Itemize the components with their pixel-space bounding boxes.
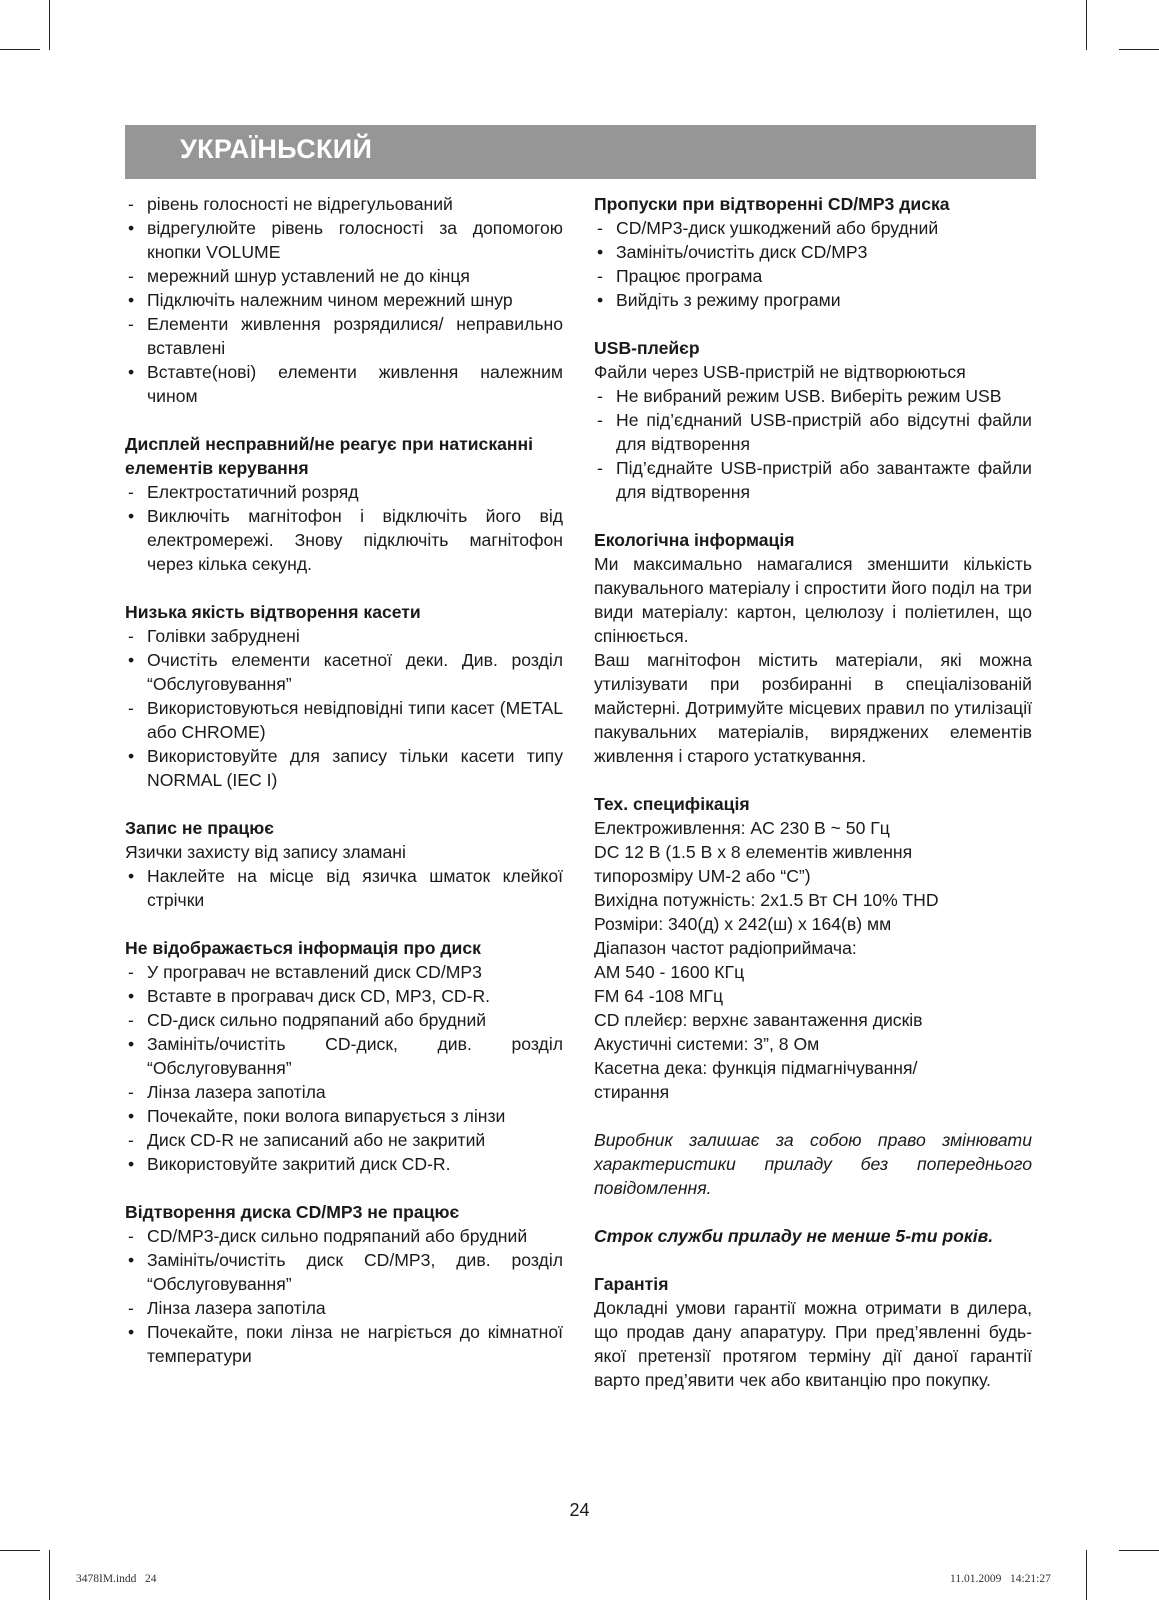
list-marker: - <box>128 1130 134 1150</box>
list-item-text: Замініть/очистіть диск CD/MP3, див. розділ “Обслуговування” <box>147 1250 563 1294</box>
list-item <box>125 1080 563 1104</box>
section-heading: Гарантія <box>594 1274 669 1294</box>
disclaimer-note: Виробник залишає за собою право змінювати характеристики приладу без попереднього повідомлення. <box>594 1130 1032 1198</box>
list-marker: • <box>128 1154 135 1174</box>
list-item-text: Лінза лазера запотіла <box>147 1082 326 1102</box>
crop-mark <box>1119 49 1159 50</box>
spacer <box>594 312 1032 336</box>
list-marker: • <box>128 650 135 670</box>
list-marker: • <box>128 218 135 238</box>
spacer <box>594 1200 1032 1224</box>
spec-line: Розміри: 340(д) x 242(ш) x 164(в) мм <box>594 914 892 934</box>
crop-mark <box>1086 0 1087 50</box>
list-item-text: Вставте(нові) елементи живлення належним чином <box>147 362 563 406</box>
right-column <box>594 192 1032 1392</box>
list-item-text: Почекайте, поки лінза не нагріється до кімнатної температури <box>147 1322 563 1366</box>
list-marker: - <box>128 962 134 982</box>
paragraph: Файли через USB-пристрій не відтворюються <box>594 362 966 382</box>
spacer <box>594 768 1032 792</box>
crop-mark <box>1119 1550 1159 1551</box>
list-item-text: Працює програма <box>616 266 763 286</box>
list-marker: - <box>128 1226 134 1246</box>
list-item <box>125 1224 563 1248</box>
list-item-text: CD-диск сильно подряпаний або брудний <box>147 1010 487 1030</box>
list-marker: - <box>128 194 134 214</box>
list-item-text: Використовуйте для запису тільки касети типу NORMAL (IEC I) <box>147 746 563 790</box>
list-marker: - <box>128 482 134 502</box>
list-item-text: Почекайте, поки волога випарується з лінзи <box>147 1106 506 1126</box>
list-item <box>125 696 563 744</box>
list-item-text: Використовуйте закритий диск CD-R. <box>147 1154 451 1174</box>
list-item <box>125 192 563 216</box>
list-item <box>125 1320 563 1368</box>
list-marker: - <box>128 314 134 334</box>
list-marker: - <box>128 698 134 718</box>
list-marker: • <box>128 986 135 1006</box>
section-heading: Запис не працює <box>125 818 274 838</box>
footer-timestamp: 11.01.2009 14:21:27 <box>950 1573 1051 1585</box>
list-item <box>125 1128 563 1152</box>
list-item <box>125 624 563 648</box>
list-item <box>125 864 563 912</box>
paragraph: Язички захисту від запису зламані <box>125 842 406 862</box>
section-heading: Не відображається інформація про диск <box>125 938 481 958</box>
list-item <box>125 1152 563 1176</box>
list-marker: - <box>128 626 134 646</box>
spacer <box>125 792 563 816</box>
list-item-text: CD/MP3-диск ушкоджений або брудний <box>616 218 939 238</box>
page-number: 24 <box>569 1500 590 1520</box>
spacer <box>594 1104 1032 1128</box>
list-item-text: CD/MP3-диск сильно подряпаний або брудний <box>147 1226 528 1246</box>
list-item <box>125 648 563 696</box>
spec-line: Вихідна потужність: 2x1.5 Вт CH 10% THD <box>594 890 939 910</box>
list-item-text: Виключіть магнітофон і відключіть його від електромережі. Знову підключіть магнітофон через кілька секунд. <box>147 506 563 574</box>
paragraph: Ми максимально намагалися зменшити кількість пакувального матеріалу і спростити його поділ на три види матеріалу: картон, целюлозу і поліетилен, що спінюється. <box>594 554 1032 646</box>
list-item-text: Замініть/очистіть диск CD/MP3 <box>616 242 868 262</box>
list-item-text: мережний шнур уставлений не до кінця <box>147 266 470 286</box>
list-marker: • <box>597 242 604 262</box>
list-item <box>125 1248 563 1296</box>
section-heading: Тех. специфікація <box>594 794 750 814</box>
crop-mark <box>49 1550 50 1600</box>
list-item <box>125 216 563 264</box>
list-item-text: Не вибраний режим USB. Виберіть режим USB <box>616 386 1002 406</box>
list-item <box>125 288 563 312</box>
section-heading: Низька якість відтворення касети <box>125 602 421 622</box>
spacer <box>594 504 1032 528</box>
list-item <box>125 960 563 984</box>
spacer <box>594 1248 1032 1272</box>
list-marker: - <box>597 410 603 430</box>
list-item <box>594 240 1032 264</box>
crop-mark <box>0 49 40 50</box>
paragraph: Докладні умови гарантії можна отримати в дилера, що продав дану апаратуру. При пред’явленні будь-якої претензії протягом терміну дії даної гарантії варто пред’явити чек або квитанцію про покупку. <box>594 1298 1032 1390</box>
list-item-text: Замініть/очистіть CD-диск, див. розділ “Обслуговування” <box>147 1034 563 1078</box>
list-item-text: Голівки забруднені <box>147 626 300 646</box>
list-marker: • <box>128 506 135 526</box>
paragraph: Ваш магнітофон містить матеріали, які можна утилізувати при розбиранні в спеціалізованій майстерні. Дотримуйте місцевих правил по утилізації пакувальних матеріалів, виряджених елементів живлення і старого устаткування. <box>594 650 1032 766</box>
spacer <box>125 576 563 600</box>
list-item-text: Електростатичний розряд <box>147 482 359 502</box>
list-marker: • <box>128 1106 135 1126</box>
list-item-text: Елементи живлення розрядилися/ неправильно вставлені <box>147 314 563 358</box>
left-column <box>125 192 563 1368</box>
list-marker: - <box>128 1010 134 1030</box>
list-item <box>125 744 563 792</box>
section-heading: Відтворення диска CD/MP3 не працює <box>125 1202 460 1222</box>
spec-line: CD плейєр: верхнє завантаження дисків <box>594 1010 923 1030</box>
service-life-note: Строк служби приладу не менше 5-ти років. <box>594 1226 994 1246</box>
list-item <box>125 984 563 1008</box>
section-heading: Пропуски при відтворенні CD/MP3 диска <box>594 194 950 214</box>
spec-line: AM 540 - 1600 КГц <box>594 962 745 982</box>
list-item-text: Наклейте на місце від язичка шматок клейкої стрічки <box>147 866 563 910</box>
spec-line: типорозміру UM-2 або “C”) <box>594 866 811 886</box>
list-item-text: відрегулюйте рівень голосності за допомогою кнопки VOLUME <box>147 218 563 262</box>
list-item <box>594 264 1032 288</box>
list-item <box>594 216 1032 240</box>
list-item-text: У програвач не вставлений диск CD/MP3 <box>147 962 482 982</box>
list-marker: - <box>128 1298 134 1318</box>
list-item-text: Диск CD-R не записаний або не закритий <box>147 1130 486 1150</box>
list-item-text: Підключіть належним чином мережний шнур <box>147 290 513 310</box>
list-item <box>594 288 1032 312</box>
list-marker: - <box>597 458 603 478</box>
list-item <box>594 408 1032 456</box>
list-item <box>125 360 563 408</box>
spacer <box>125 408 563 432</box>
list-marker: - <box>128 266 134 286</box>
list-item <box>594 456 1032 504</box>
section-heading: USB-плейєр <box>594 338 700 358</box>
list-marker: • <box>128 1034 135 1054</box>
list-item-text: Лінза лазера запотіла <box>147 1298 326 1318</box>
list-item <box>125 504 563 576</box>
list-item-text: Очистіть елементи касетної деки. Див. розділ “Обслуговування” <box>147 650 563 694</box>
list-marker: - <box>128 1082 134 1102</box>
crop-mark <box>1086 1550 1087 1600</box>
list-marker: - <box>597 266 603 286</box>
footer-file-info: 3478IM.indd 24 <box>76 1573 157 1585</box>
spec-line: Касетна дека: функція підмагнічування/ <box>594 1058 918 1078</box>
list-item <box>125 480 563 504</box>
list-item-text: рівень голосності не відрегульований <box>147 194 453 214</box>
list-item <box>125 1104 563 1128</box>
spec-line: DC 12 В (1.5 В x 8 елементів живлення <box>594 842 913 862</box>
list-item-text: Не під’єднаний USB-пристрій або відсутні файли для відтворення <box>616 410 1032 454</box>
language-header <box>125 125 1036 179</box>
list-marker: • <box>128 1322 135 1342</box>
spec-line: стирання <box>594 1082 670 1102</box>
language-title: УКРАЇНЬСКИЙ <box>180 134 373 164</box>
list-item-text: Вийдіть з режиму програми <box>616 290 841 310</box>
crop-mark <box>0 1550 40 1551</box>
list-marker: • <box>128 1250 135 1270</box>
list-item <box>594 384 1032 408</box>
list-marker: • <box>597 290 604 310</box>
list-marker: • <box>128 866 135 886</box>
spacer <box>125 912 563 936</box>
list-item-text: Вставте в програвач диск CD, MP3, CD-R. <box>147 986 491 1006</box>
list-item <box>125 312 563 360</box>
list-marker: • <box>128 746 135 766</box>
spacer <box>125 1176 563 1200</box>
list-item <box>125 1008 563 1032</box>
list-item <box>125 264 563 288</box>
spec-line: FM 64 -108 МГц <box>594 986 724 1006</box>
section-heading: Дисплей несправний/не реагує при натисканні елементів керування <box>125 434 534 478</box>
spec-line: Діапазон частот радіоприймача: <box>594 938 857 958</box>
list-item-text: Під’єднайте USB-пристрій або завантажте файли для відтворення <box>616 458 1032 502</box>
list-marker: • <box>128 362 135 382</box>
list-item <box>125 1296 563 1320</box>
list-marker: - <box>597 386 603 406</box>
list-item <box>125 1032 563 1080</box>
spec-line: Електроживлення: AC 230 В ~ 50 Гц <box>594 818 890 838</box>
crop-mark <box>49 0 50 50</box>
list-marker: • <box>128 290 135 310</box>
section-heading: Екологічна інформація <box>594 530 795 550</box>
list-marker: - <box>597 218 603 238</box>
list-item-text: Використовуються невідповідні типи касет (METAL або CHROME) <box>147 698 563 742</box>
spec-line: Акустичні системи: 3”, 8 Ом <box>594 1034 820 1054</box>
